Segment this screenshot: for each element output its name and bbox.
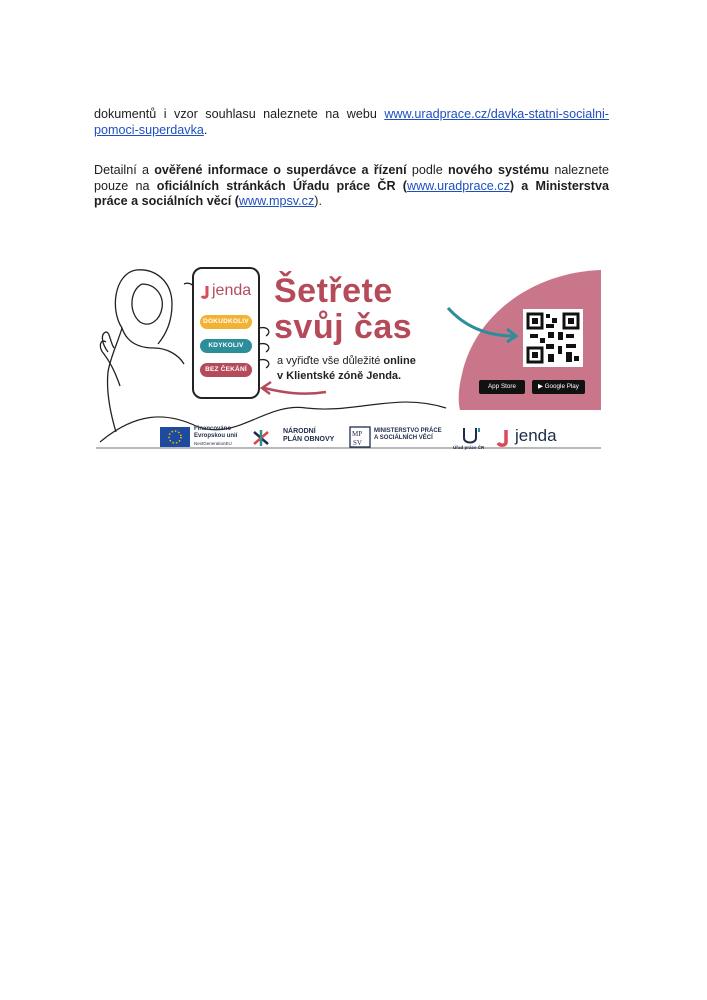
link-mpsv[interactable]: www.mpsv.cz (238, 194, 315, 208)
paragraph1-text: dokumentů i vzor souhlasu naleznete na webu (94, 107, 385, 121)
up-logo-icon (464, 428, 476, 443)
headline-line2: svůj čas (274, 308, 413, 346)
p2-bold-2: nového systému (447, 163, 550, 177)
pill-dokudkoliv: DOKUDKOLIV (200, 315, 252, 329)
link-uradprace[interactable]: www.uradprace.cz (406, 178, 510, 193)
play-icon: ▶ (538, 383, 543, 390)
subtitle-line2: v Klientské zóně Jenda. (277, 369, 402, 382)
google-play-label: Google Play (544, 383, 579, 390)
app-store-label: App Store (487, 383, 516, 390)
eu-line1: Financováno (194, 426, 232, 432)
mpsv-text (374, 428, 442, 442)
npo-line2: PLÁN OBNOVY (283, 436, 335, 443)
paragraph-consent-info (94, 107, 609, 138)
paragraph-official-info (94, 163, 609, 210)
jenda-footer-logo: jenda (515, 426, 557, 445)
jenda-banner (96, 262, 606, 454)
mpsv-line1: MINISTERSTVO PRÁCE (374, 428, 442, 434)
subtitle-online: online (383, 355, 416, 367)
eu-flag-icon (160, 427, 190, 447)
woman-line-art (100, 270, 196, 432)
app-store-badge[interactable] (479, 380, 525, 394)
eu-line2: Evropskou unií (194, 433, 238, 439)
subtitle-text: a vyřiďte vše důležité (277, 355, 384, 367)
banner-subtitle (277, 354, 452, 383)
npo-text (283, 428, 334, 444)
p2-text-3: naleznete pouze na (94, 163, 609, 193)
p2-text-2: podle (406, 163, 448, 177)
google-play-badge[interactable] (532, 380, 585, 394)
npo-logo-icon (254, 430, 268, 446)
paragraph1-end: . (203, 122, 208, 137)
mpsv-line2: A SOCIÁLNÍCH VĚCÍ (374, 435, 433, 441)
eu-funding-text (194, 426, 254, 448)
jenda-logo-icon (498, 430, 506, 445)
svg-text:SV: SV (353, 439, 362, 447)
npo-line1: NÁRODNÍ (283, 428, 316, 435)
link-superdavka[interactable]: www.uradprace.cz/davka-statni-socialni-pomoci-superdavka (94, 107, 609, 137)
p2-bold-1: ověřené informace o superdávce a řízení (154, 163, 407, 177)
qr-code-icon (523, 309, 583, 367)
up-label: Úřad práce ČR (453, 445, 485, 450)
red-arrow-icon (264, 388, 326, 394)
p2-text-1: Detailní a (94, 163, 155, 177)
pill-bez-cekani: BEZ ČEKÁNÍ (200, 363, 252, 377)
eu-line3: NextGenerationEU (194, 441, 232, 446)
p2-bold-4: ) a Ministerstva práce a sociálních věcí ( (94, 178, 609, 208)
phone-jenda-logo: jenda (212, 282, 252, 299)
svg-text:MP: MP (352, 430, 363, 438)
pill-kdykoliv: KDYKOLIV (200, 339, 252, 353)
p2-text-end: ). (314, 194, 322, 208)
p2-bold-3: oficiálních stránkách Úřadu práce ČR ( (156, 178, 407, 193)
headline-line1: Šetřete (274, 272, 393, 310)
